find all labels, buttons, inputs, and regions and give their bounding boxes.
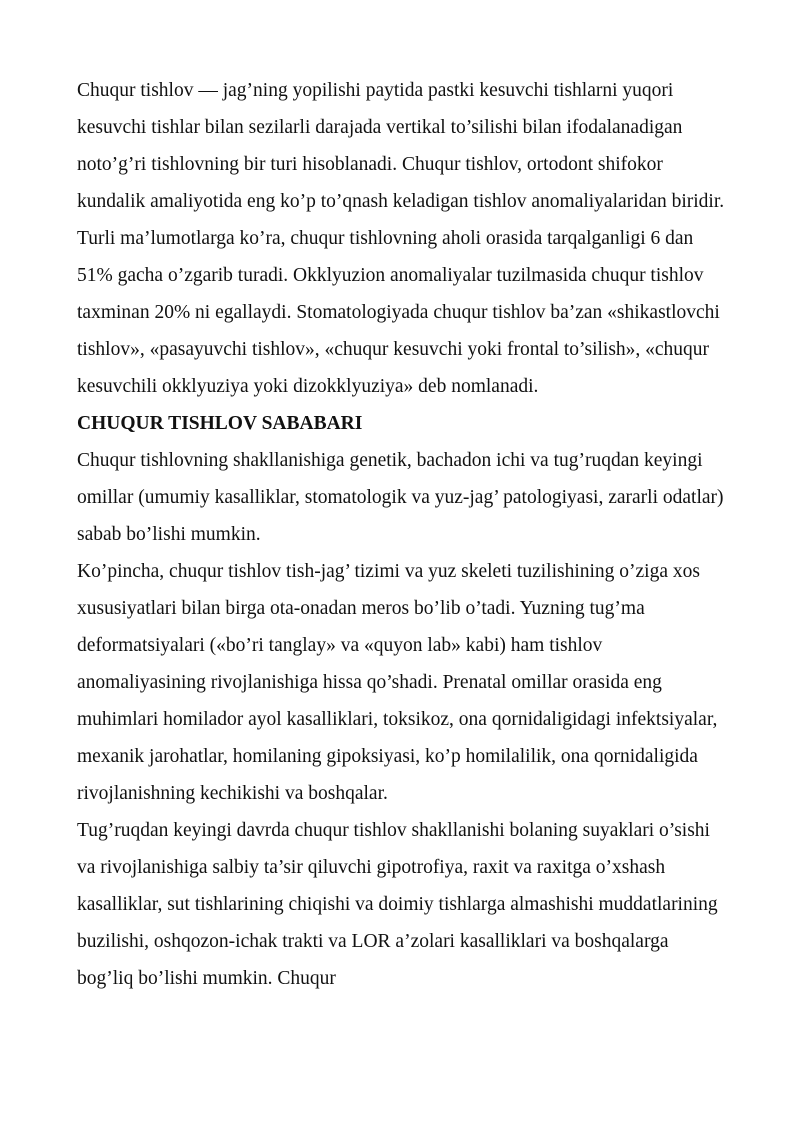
causes-paragraph: Chuqur tishlovning shakllanishiga genetik, bachadon ichi va tug’ruqdan keyingi omillar (umumiy kasalliklar, stomatologik va yuz-jag’ patologiyasi, zararli odatlar) sabab bo’lishi mumkin.	[77, 450, 724, 545]
document-page	[77, 72, 727, 997]
heredity-paragraph: Ko’pincha, chuqur tishlov tish-jag’ tizimi va yuz skeleti tuzilishining o’ziga xos xususiyatlari bilan birga ota-onadan meros bo’lib o’tadi. Yuzning tug’ma deformatsiyalari («bo’ri tanglay» va «quyon lab» kabi) ham tishlov anomaliyasining rivojlanishiga hissa qo’shadi. Prenatal omillar orasida eng muhimlari homilador ayol kasalliklari, toksikoz, ona qornidaligidagi infektsiyalar, mexanik jarohatlar, homilaning gipoksiyasi, ko’p homilalilik, ona qornidaligida rivojlanishning kechikishi va boshqalar.	[77, 561, 718, 804]
postnatal-paragraph: Tug’ruqdan keyingi davrda chuqur tishlov shakllanishi bolaning suyaklari o’sishi va rivojlanishiga salbiy ta’sir qiluvchi gipotrofiya, raxit va raxitga o’xshash kasalliklar, sut tishlarining chiqishi va doimiy tishlarga almashishi muddatlarining buzilishi, oshqozon-ichak trakti va LOR a’zolari kasalliklari va boshqalarga bog’liq bo’lishi mumkin. Chuqur	[77, 820, 718, 989]
section-heading: CHUQUR TISHLOV SABABARI	[77, 413, 363, 434]
intro-paragraph: Chuqur tishlov — jag’ning yopilishi paytida pastki kesuvchi tishlarni yuqori kesuvchi tishlar bilan sezilarli darajada vertikal to’silishi bilan ifodalanadigan noto’g’ri tishlovning bir turi hisoblanadi. Chuqur tishlov, ortodont shifokor kundalik amaliyotida eng ko’p to’qnash keladigan tishlov anomaliyalaridan biridir. Turli ma’lumotlarga ko’ra, chuqur tishlovning aholi orasida tarqalganligi 6 dan 51% gacha o’zgarib turadi. Okklyuzion anomaliyalar tuzilmasida chuqur tishlov taxminan 20% ni egallaydi. Stomatologiyada chuqur tishlov ba’zan «shikastlovchi tishlov», «pasayuvchi tishlov», «chuqur kesuvchi yoki frontal to’silish», «chuqur kesuvchili okklyuziya yoki dizokklyuziya» deb nomlanadi.	[77, 80, 725, 397]
